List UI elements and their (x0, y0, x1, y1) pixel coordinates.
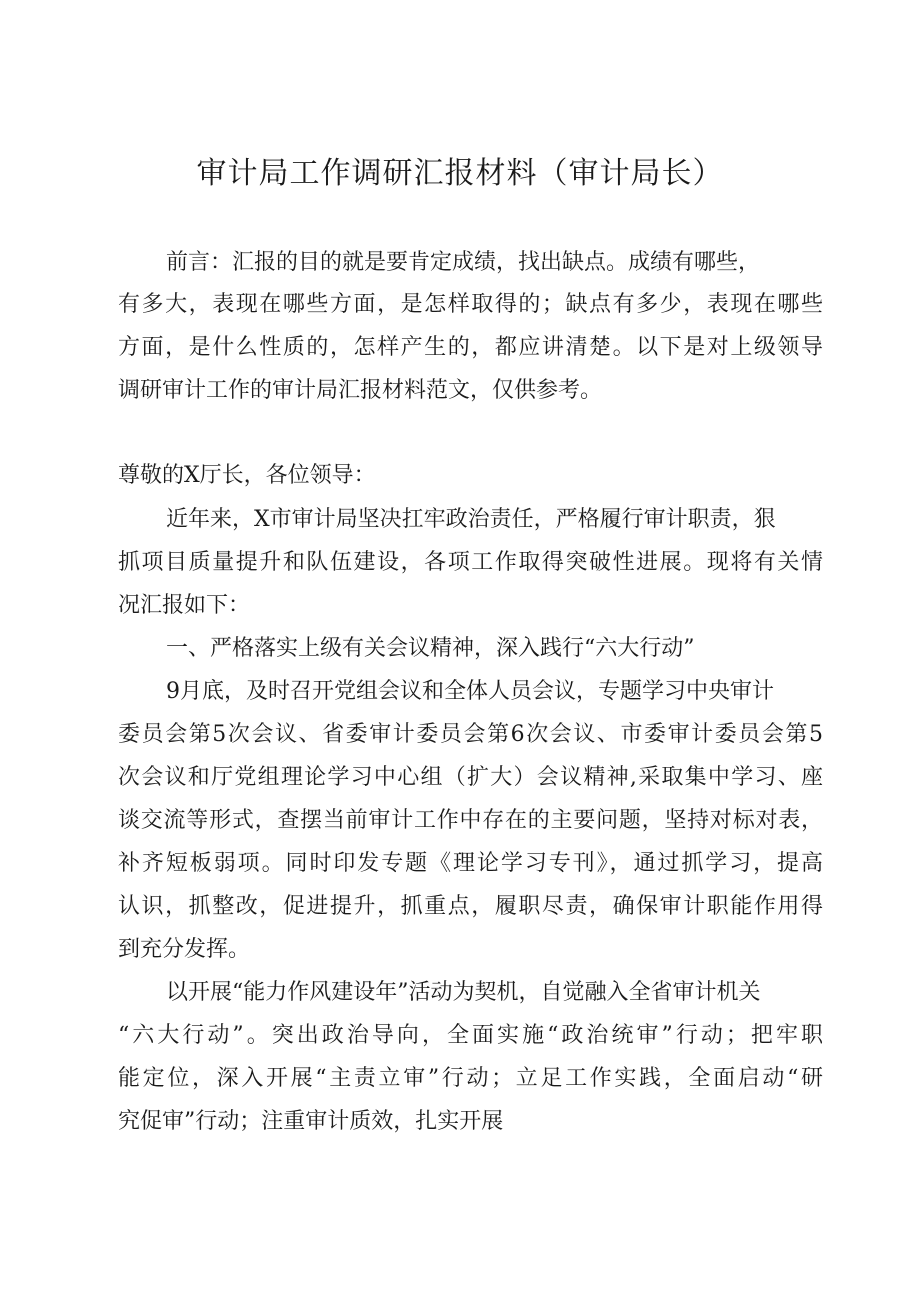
para2-line-3: 能定位，深入开展“主责立审”行动；立足工作实践，全面启动“研 (118, 1066, 823, 1091)
para1-line-4: 谈交流等形式，查摆当前审计工作中存在的主要问题，坚持对标对表， (118, 808, 823, 833)
intro-line-3: 况汇报如下： (118, 593, 251, 618)
salutation: 尊敬的X厅长，各位领导： (118, 463, 376, 488)
para1-line-3: 次会议和厅党组理论学习中心组（扩大）会议精神,采取集中学习、座 (118, 765, 823, 790)
preface-line-3: 方面，是什么性质的，怎样产生的，都应讲清楚。以下是对上级领导 (118, 335, 823, 360)
para1-line-1: 9月底，及时召开党组会议和全体人员会议，专题学习中央审计 (166, 679, 774, 704)
intro-line-1: 近年来，X市审计局坚决扛牢政治责任，严格履行审计职责，狠 (166, 507, 776, 532)
preface-line-1: 前言：汇报的目的就是要肯定成绩，找出缺点。成绩有哪些， (166, 250, 761, 275)
para1-line-7: 到充分发挥。 (118, 937, 251, 962)
intro-line-2: 抓项目质量提升和队伍建设，各项工作取得突破性进展。现将有关情 (118, 550, 823, 575)
section-heading-1: 一、严格落实上级有关会议精神，深入践行“六大行动” (166, 636, 695, 661)
para2-line-4: 究促审”行动；注重审计质效，扎实开展 (118, 1109, 504, 1134)
preface-line-4: 调研审计工作的审计局汇报材料范文，仅供参考。 (118, 378, 603, 403)
para2-line-1: 以开展“能力作风建设年”活动为契机，自觉融入全省审计机关 (166, 980, 761, 1005)
preface-line-2: 有多大，表现在哪些方面，是怎样取得的；缺点有多少，表现在哪些 (118, 292, 823, 317)
para1-line-5: 补齐短板弱项。同时印发专题《理论学习专刊》，通过抓学习，提高 (118, 851, 823, 876)
para2-line-2: “六大行动”。突出政治导向，全面实施“政治统审”行动；把牢职 (118, 1023, 823, 1048)
document-title: 审计局工作调研汇报材料（审计局长） (196, 156, 724, 191)
para1-line-2: 委员会第5次会议、省委审计委员会第6次会议、市委审计委员会第5 (118, 722, 823, 747)
para1-line-6: 认识，抓整改，促进提升，抓重点，履职尽责，确保审计职能作用得 (118, 894, 823, 919)
